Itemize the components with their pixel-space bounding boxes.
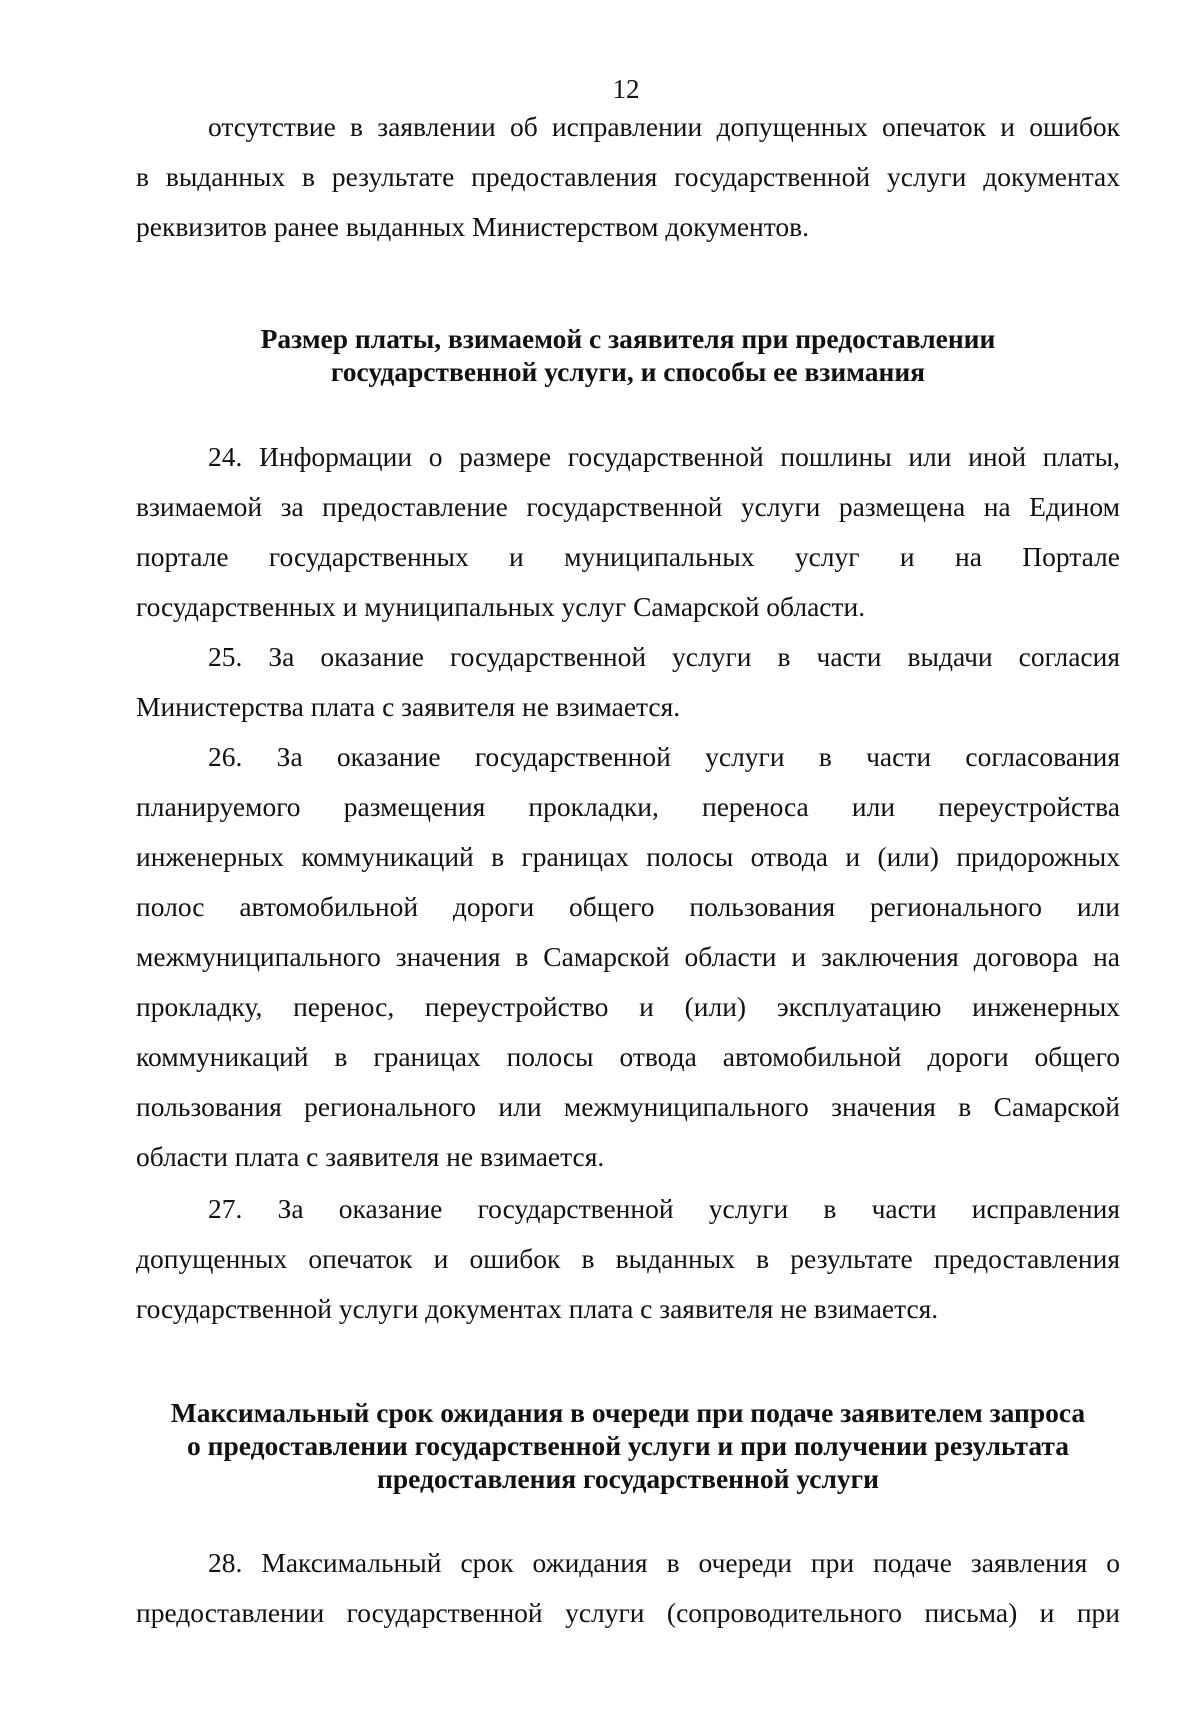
paragraph-line: области плата с заявителя не взимается. [136,1141,605,1172]
paragraph-line: отсутствие в заявлении об исправлении допущенных опечаток и ошибок [208,111,1120,142]
heading-line: Максимальный срок ожидания в очереди при подаче заявителем запроса [170,1397,1086,1428]
paragraph-line: планируемого размещения прокладки, переноса или переустройства [136,791,1120,822]
paragraph-25 [136,632,1120,732]
section-heading-fee [136,322,1120,388]
paragraph-line: коммуникаций в границах полосы отвода автомобильной дороги общего [136,1041,1120,1072]
paragraph-line: прокладку, перенос, переустройство и (или) эксплуатацию инженерных [136,991,1120,1022]
paragraph-line: 26. За оказание государственной услуги в части согласования [208,741,1120,772]
paragraph-26 [136,732,1120,1182]
paragraph-line: пользования регионального или межмуниципального значения в Самарской [136,1091,1120,1122]
paragraph-24 [136,432,1120,632]
paragraph-line: 28. Максимальный срок ожидания в очереди при подаче заявления о [208,1547,1120,1578]
paragraph-27 [136,1184,1120,1334]
paragraph-line: межмуниципального значения в Самарской области и заключения договора на [136,941,1120,972]
paragraph-line: портале государственных и муниципальных услуг и на Портале [136,541,1120,572]
paragraph-line: 25. За оказание государственной услуги в части выдачи согласия [208,641,1120,672]
paragraph-line: предоставлении государственной услуги (сопроводительного письма) и при [136,1597,1120,1628]
section-heading-queue [136,1396,1120,1495]
heading-line: предоставления государственной услуги [377,1463,879,1494]
paragraph-line: допущенных опечаток и ошибок в выданных в результате предоставления [136,1243,1120,1274]
paragraph-line: в выданных в результате предоставления государственной услуги документах [136,161,1120,192]
intro-paragraph [136,102,1120,252]
paragraph-line: взимаемой за предоставление государственной услуги размещена на Едином [136,491,1120,522]
heading-line: о предоставлении государственной услуги и при получении результата [187,1430,1069,1461]
paragraph-28 [136,1538,1120,1638]
paragraph-line: 27. За оказание государственной услуги в части исправления [208,1193,1120,1224]
paragraph-line: государственной услуги документах плата с заявителя не взимается. [136,1293,939,1324]
paragraph-line: Министерства плата с заявителя не взимается. [136,691,681,722]
paragraph-line: государственных и муниципальных услуг Самарской области. [136,591,866,622]
heading-line: Размер платы, взимаемой с заявителя при предоставлении [260,323,996,354]
paragraph-line: 24. Информации о размере государственной пошлины или иной платы, [208,441,1120,472]
paragraph-line: реквизитов ранее выданных Министерством документов. [136,211,810,242]
heading-line: государственной услуги, и способы ее взимания [330,356,926,387]
page-number: 12 [612,74,640,104]
paragraph-line: инженерных коммуникаций в границах полосы отвода и (или) придорожных [136,841,1120,872]
paragraph-line: полос автомобильной дороги общего пользования регионального или [136,891,1120,922]
